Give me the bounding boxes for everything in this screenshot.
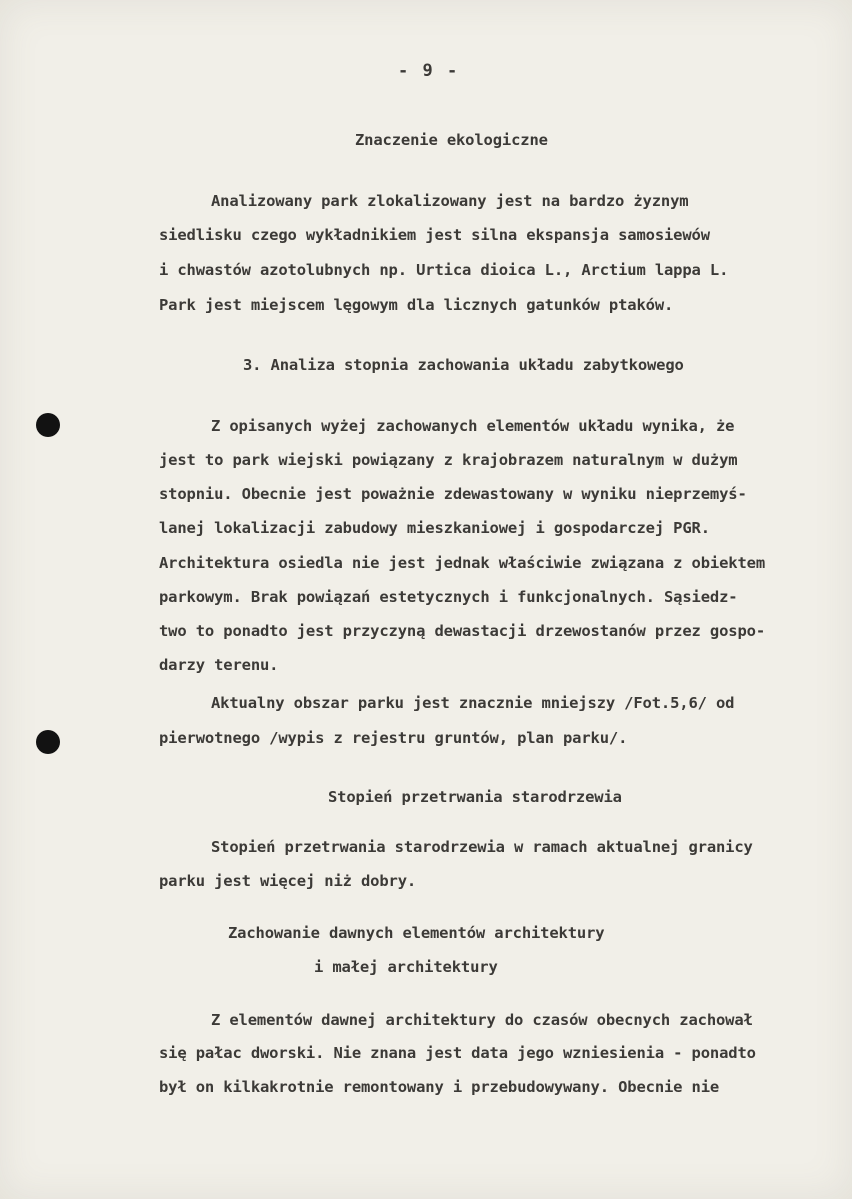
section-heading: 3. Analiza stopnia zachowania układu zabytkowego: [243, 356, 684, 374]
paragraph-line: jest to park wiejski powiązany z krajobrazem naturalnym w dużym: [159, 451, 738, 469]
section-heading: i małej architektury: [314, 958, 498, 976]
paragraph-line: Analizowany park zlokalizowany jest na bardzo żyznym: [211, 192, 689, 210]
page-number: - 9 -: [398, 61, 460, 81]
paragraph-line: pierwotnego /wypis z rejestru gruntów, plan parku/.: [159, 729, 628, 747]
section-heading: Znaczenie ekologiczne: [355, 131, 548, 149]
paragraph-line: Aktualny obszar parku jest znacznie mniejszy /Fot.5,6/ od: [211, 694, 735, 712]
paragraph-line: się pałac dworski. Nie znana jest data jego wzniesienia - ponadto: [159, 1044, 756, 1062]
section-heading: Zachowanie dawnych elementów architektury: [228, 924, 605, 942]
paragraph-line: parku jest więcej niż dobry.: [159, 872, 417, 890]
paragraph-line: darzy terenu.: [159, 656, 279, 674]
punch-hole-top: [36, 413, 60, 437]
paragraph-line: i chwastów azotolubnych np. Urtica dioica L., Arctium lappa L.: [159, 261, 729, 279]
paragraph-line: był on kilkakrotnie remontowany i przebudowywany. Obecnie nie: [159, 1078, 720, 1096]
paragraph-line: Z opisanych wyżej zachowanych elementów układu wynika, że: [211, 417, 735, 435]
paragraph-line: lanej lokalizacji zabudowy mieszkaniowej i gospodarczej PGR.: [159, 519, 710, 537]
paragraph-line: Park jest miejscem lęgowym dla licznych gatunków ptaków.: [159, 296, 674, 314]
paragraph-line: Z elementów dawnej architektury do czasów obecnych zachował: [211, 1011, 753, 1029]
paragraph-line: siedlisku czego wykładnikiem jest silna ekspansja samosiewów: [159, 226, 710, 244]
paragraph-line: two to ponadto jest przyczyną dewastacji drzewostanów przez gospo-: [159, 622, 765, 640]
paragraph-line: Stopień przetrwania starodrzewia w ramach aktualnej granicy: [211, 838, 753, 856]
paragraph-line: stopniu. Obecnie jest poważnie zdewastowany w wyniku nieprzemyś-: [159, 485, 747, 503]
punch-hole-bottom: [36, 730, 60, 754]
section-heading: Stopień przetrwania starodrzewia: [328, 788, 622, 806]
paragraph-line: Architektura osiedla nie jest jednak właściwie związana z obiektem: [159, 554, 765, 572]
paragraph-line: parkowym. Brak powiązań estetycznych i funkcjonalnych. Sąsiedz-: [159, 588, 738, 606]
